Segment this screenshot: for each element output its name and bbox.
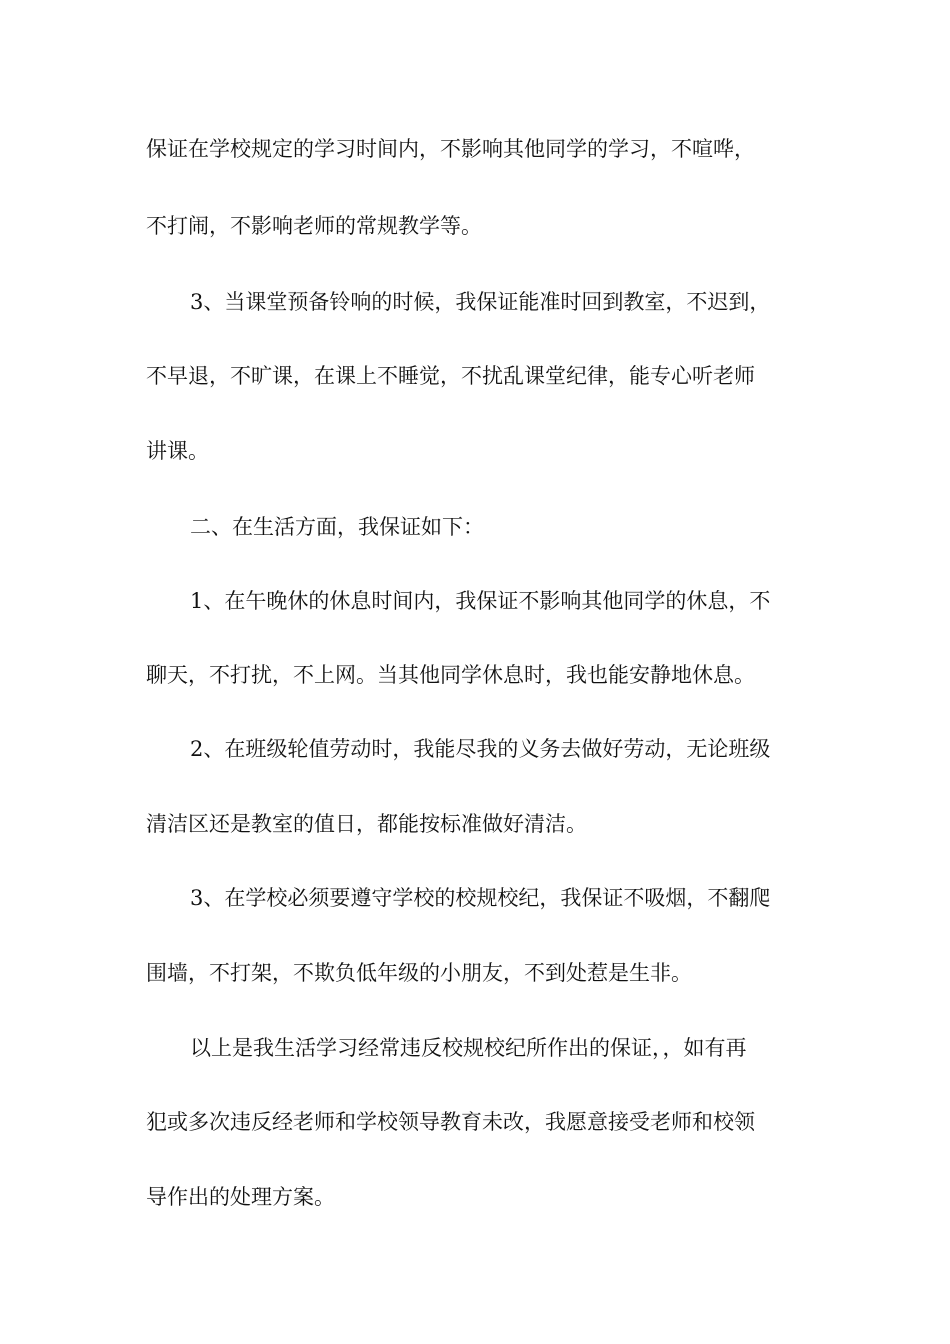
text-line: 3、当课堂预备铃响的时候，我保证能准时回到教室，不迟到， xyxy=(190,290,771,314)
text-line: 2、在班级轮值劳动时，我能尽我的义务去做好劳动，无论班级 xyxy=(190,737,771,761)
text-line: 3、在学校必须要遵守学校的校规校纪，我保证不吸烟，不翻爬 xyxy=(190,886,771,910)
text-line: 1、在午晚休的休息时间内，我保证不影响其他同学的休息，不 xyxy=(190,589,771,613)
text-line: 围墙，不打架，不欺负低年级的小朋友，不到处惹是生非。 xyxy=(146,961,692,985)
text-line: 犯或多次违反经老师和学校领导教育未改，我愿意接受老师和校领 xyxy=(146,1110,755,1134)
text-line: 导作出的处理方案。 xyxy=(146,1185,335,1209)
section-heading: 二、在生活方面，我保证如下： xyxy=(190,515,484,539)
text-line: 保证在学校规定的学习时间内，不影响其他同学的学习，不喧哗， xyxy=(146,137,755,161)
text-line: 聊天，不打扰，不上网。当其他同学休息时，我也能安静地休息。 xyxy=(146,663,755,687)
text-line: 不打闹，不影响老师的常规教学等。 xyxy=(146,214,482,238)
text-line: 不早退，不旷课，在课上不睡觉，不扰乱课堂纪律，能专心听老师 xyxy=(146,364,755,388)
text-line: 以上是我生活学习经常违反校规校纪所作出的保证，，如有再 xyxy=(190,1036,747,1060)
text-line: 清洁区还是教室的值日，都能按标准做好清洁。 xyxy=(146,812,587,836)
text-line: 讲课。 xyxy=(146,439,209,463)
